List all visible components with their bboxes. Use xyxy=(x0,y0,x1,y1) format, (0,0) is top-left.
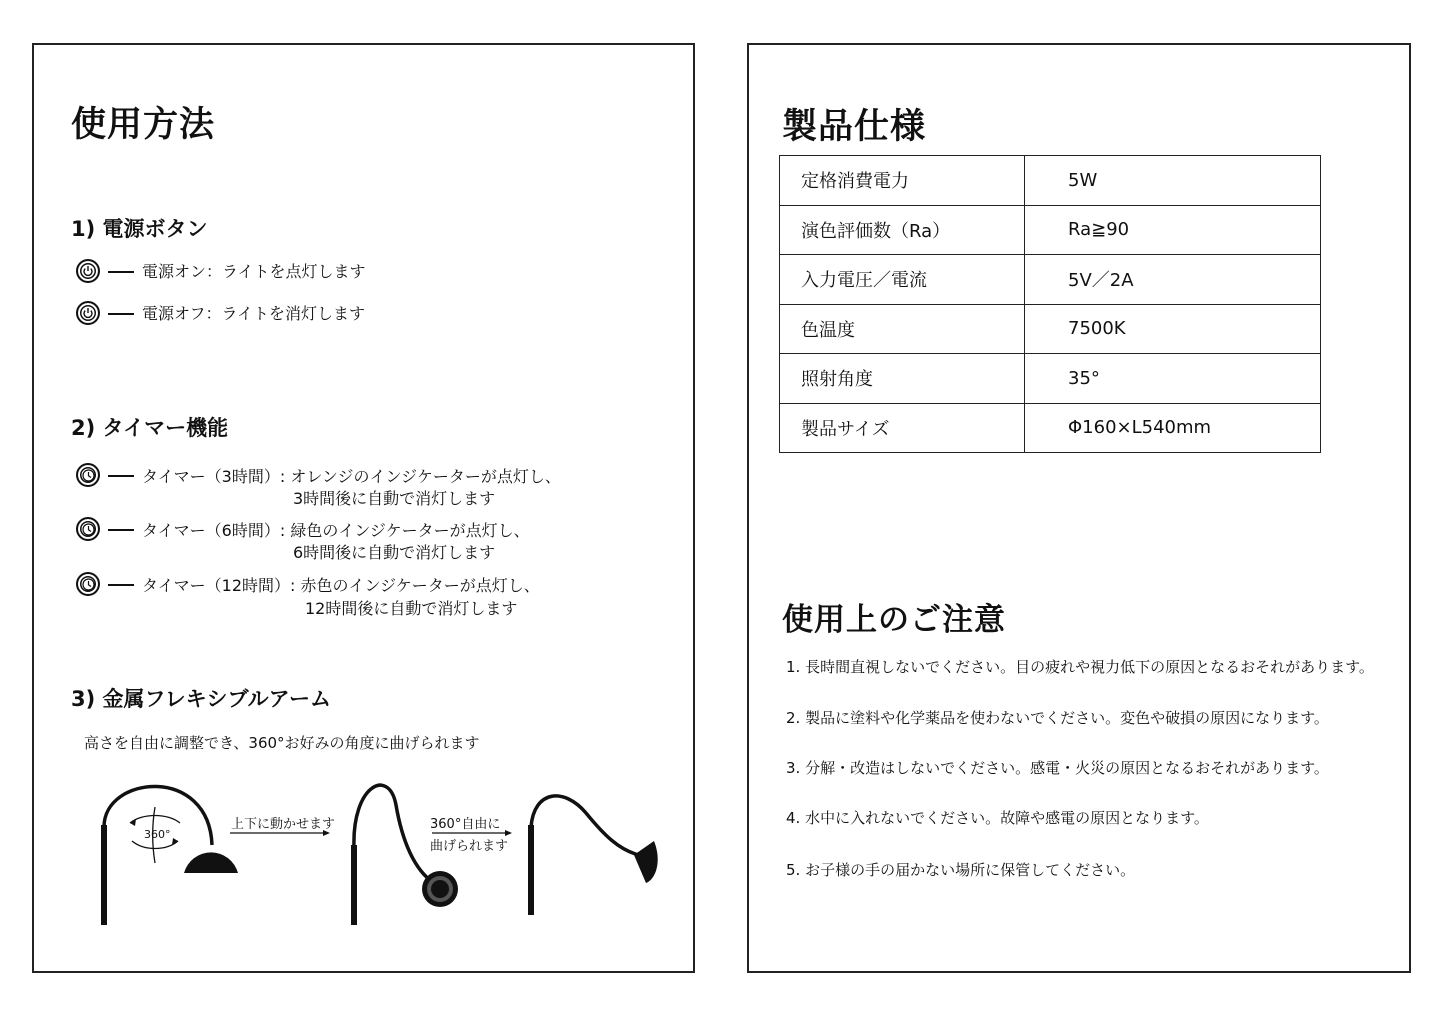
spec-value: 5W xyxy=(1025,156,1321,206)
spec-key: 照射角度 xyxy=(780,354,1025,404)
timer-3h-line1: タイマー（3時間）: オレンジのインジケーターが点灯し、 xyxy=(142,467,561,486)
note-item: 2. 製品に塗料や化学薬品を使わないでください。変色や破損の原因になります。 xyxy=(786,709,1329,727)
spec-value: Φ160×L540mm xyxy=(1025,403,1321,453)
spec-key: 演色評価数（Ra） xyxy=(780,205,1025,255)
spec-row xyxy=(780,205,1321,255)
clock-icon xyxy=(76,572,100,596)
spec-value: 7500K xyxy=(1025,304,1321,354)
spec-value: 5V／2A xyxy=(1025,255,1321,305)
spec-row xyxy=(780,354,1321,404)
clock-icon xyxy=(76,463,100,487)
spec-panel xyxy=(747,43,1411,973)
spec-key: 定格消費電力 xyxy=(780,156,1025,206)
note-item: 4. 水中に入れないでください。故障や感電の原因となります。 xyxy=(786,809,1209,827)
spec-row xyxy=(780,255,1321,305)
note-item: 1. 長時間直視しないでください。目の疲れや視力低下の原因となるおそれがあります。 xyxy=(786,658,1374,676)
timer-12h-line1: タイマー（12時間）: 赤色のインジケーターが点灯し、 xyxy=(142,576,540,595)
spec-table xyxy=(779,155,1321,453)
spec-key: 色温度 xyxy=(780,304,1025,354)
arm-heading: 3) 金属フレキシブルアーム xyxy=(71,687,331,711)
arm-description: 高さを自由に調整でき、360°お好みの角度に曲げられます xyxy=(84,734,480,752)
clock-icon xyxy=(76,517,100,541)
spec-row xyxy=(780,403,1321,453)
lamp-bent-icon xyxy=(354,785,458,925)
timer-3h-line2: 3時間後に自動で消灯します xyxy=(293,489,496,508)
note-item: 5. お子様の手の届かない場所に保管してください。 xyxy=(786,861,1136,879)
connector-line xyxy=(108,529,134,531)
timer-12h-line2: 12時間後に自動で消灯します xyxy=(305,599,518,618)
power-heading: 1) 電源ボタン xyxy=(71,217,208,241)
note-item: 3. 分解・改造はしないでください。感電・火災の原因となるおそれがあります。 xyxy=(786,759,1329,777)
arm-illustration xyxy=(34,765,693,935)
connector-line xyxy=(108,271,134,273)
timer-6h-line1: タイマー（6時間）: 緑色のインジケーターが点灯し、 xyxy=(142,521,530,540)
spec-value: Ra≧90 xyxy=(1025,205,1321,255)
spec-key: 入力電圧／電流 xyxy=(780,255,1025,305)
power-off-text: 電源オフ：ライトを消灯します xyxy=(142,304,366,323)
connector-line xyxy=(108,475,134,477)
arrow2-label-line2: 曲げられます xyxy=(430,839,509,854)
lamp-straight-icon xyxy=(104,786,238,925)
spec-value: 35° xyxy=(1025,354,1321,404)
spec-title: 製品仕様 xyxy=(782,107,927,147)
rotate-360-label: 360° xyxy=(144,828,171,841)
notes-title: 使用上のご注意 xyxy=(782,602,1006,638)
usage-title: 使用方法 xyxy=(71,105,216,145)
power-icon xyxy=(76,259,100,283)
arrow1-label: 上下に動かせます xyxy=(231,817,336,832)
spec-key: 製品サイズ xyxy=(780,403,1025,453)
arrow2-label-line1: 360°自由に xyxy=(430,817,501,832)
connector-line xyxy=(108,313,134,315)
spec-row xyxy=(780,304,1321,354)
lamp-curved-icon xyxy=(531,796,658,915)
timer-6h-line2: 6時間後に自動で消灯します xyxy=(293,543,496,562)
connector-line xyxy=(108,584,134,586)
timer-heading: 2) タイマー機能 xyxy=(71,416,229,440)
usage-panel xyxy=(32,43,695,973)
power-on-text: 電源オン：ライトを点灯します xyxy=(142,262,366,281)
spec-row xyxy=(780,156,1321,206)
power-icon xyxy=(76,301,100,325)
